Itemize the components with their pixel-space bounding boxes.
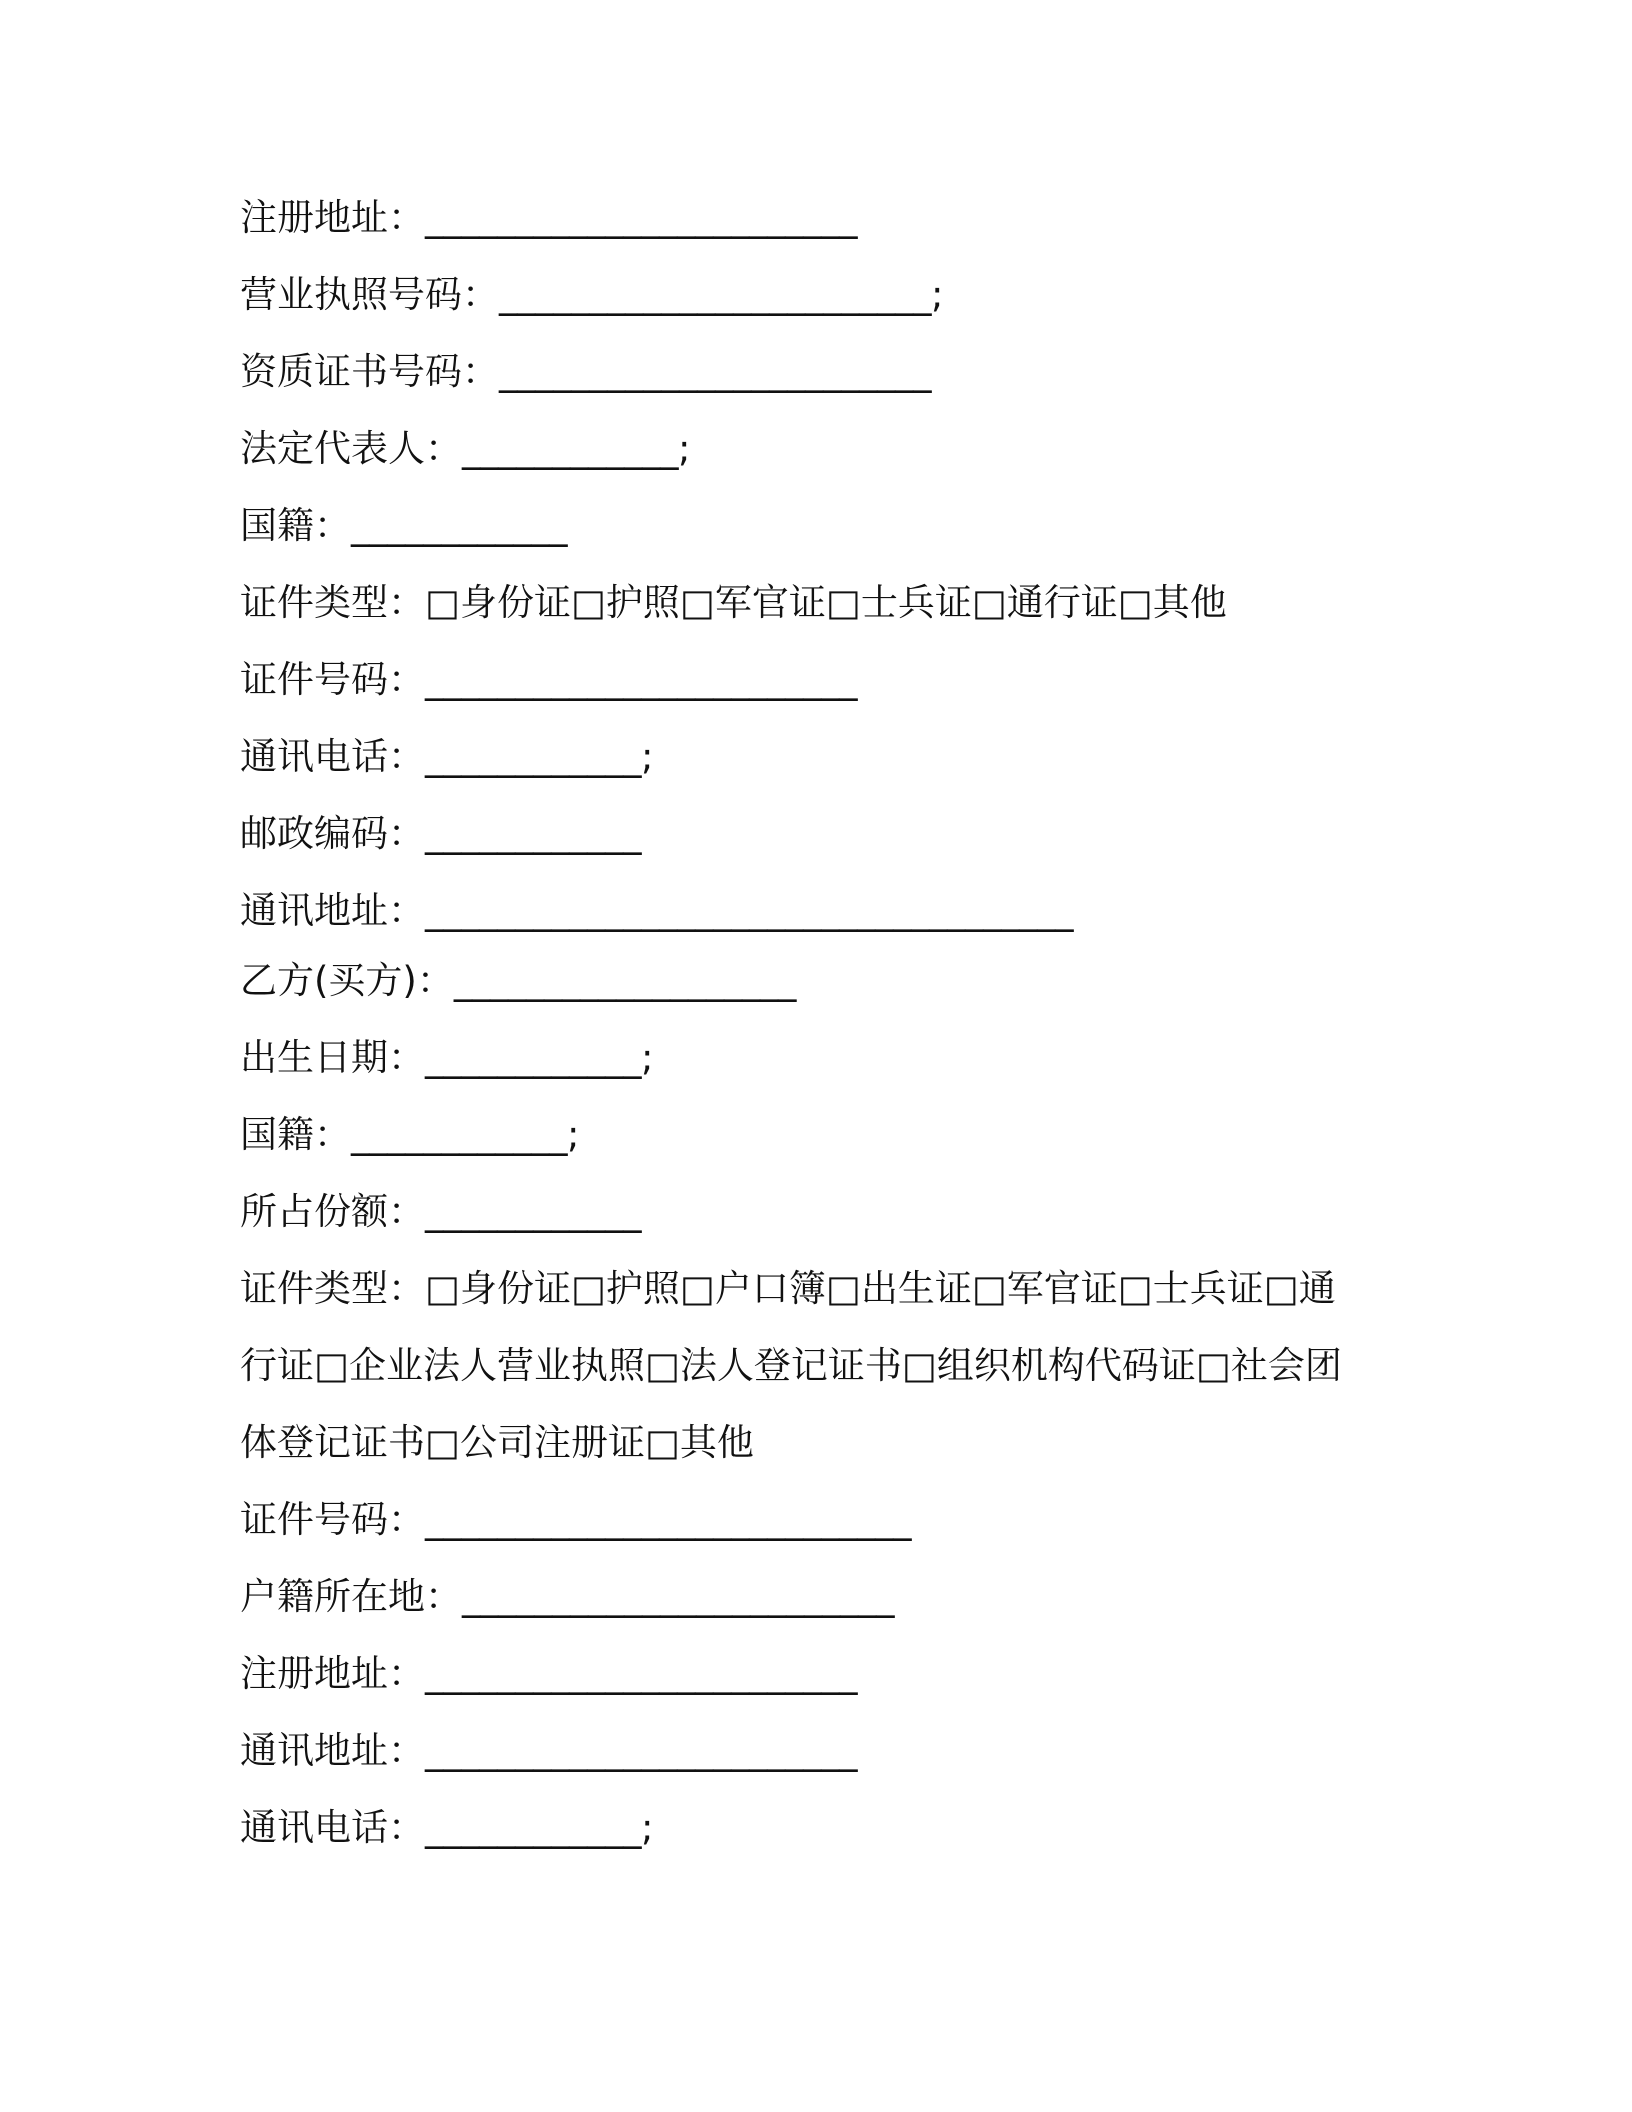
registered-address-blank[interactable]: ________________________	[425, 1652, 857, 1695]
phone-blank[interactable]: ____________	[425, 1806, 641, 1849]
household-registration-line	[240, 1567, 1420, 1644]
nationality-blank[interactable]: ____________	[351, 504, 567, 547]
id-number-label: 证件号码：	[240, 658, 425, 701]
semicolon: ;	[641, 735, 654, 778]
business-license-line	[240, 265, 1420, 342]
semicolon: ;	[678, 427, 691, 470]
phone-blank[interactable]: ____________	[425, 735, 641, 778]
postal-code-blank[interactable]: ____________	[425, 812, 641, 855]
postal-code-line	[240, 804, 1420, 881]
birth-date-label: 出生日期：	[240, 1036, 425, 1079]
id-type-options-continued	[240, 1413, 1420, 1490]
legal-representative-line	[240, 419, 1420, 496]
nationality-label: 国籍：	[240, 504, 351, 547]
id-type-options[interactable]: 体登记证书□公司注册证□其他	[240, 1421, 754, 1464]
id-type-label: 证件类型：	[240, 581, 425, 624]
share-blank[interactable]: ____________	[425, 1190, 641, 1233]
semicolon: ;	[641, 1036, 654, 1079]
registered-address-line	[240, 188, 1420, 265]
semicolon: ;	[931, 273, 944, 316]
nationality-blank[interactable]: ____________	[351, 1113, 567, 1156]
party-b-line	[240, 951, 1420, 1028]
qualification-cert-blank[interactable]: ________________________	[499, 350, 931, 393]
phone-label: 通讯电话：	[240, 735, 425, 778]
phone-line	[240, 1798, 1420, 1875]
id-number-label: 证件号码：	[240, 1498, 425, 1541]
legal-representative-blank[interactable]: ____________	[462, 427, 678, 470]
business-license-label: 营业执照号码：	[240, 273, 499, 316]
mailing-address-label: 通讯地址：	[240, 889, 425, 932]
id-type-line	[240, 573, 1420, 650]
registered-address-blank[interactable]: ________________________	[425, 196, 857, 239]
id-type-options[interactable]: □身份证□护照□军官证□士兵证□通行证□其他	[425, 581, 1227, 624]
form-content	[240, 188, 1420, 1875]
id-number-line	[240, 1490, 1420, 1567]
nationality-label: 国籍：	[240, 1113, 351, 1156]
id-type-options[interactable]: 行证□企业法人营业执照□法人登记证书□组织机构代码证□社会团	[240, 1344, 1342, 1387]
id-number-line	[240, 650, 1420, 727]
registered-address-line	[240, 1644, 1420, 1721]
household-registration-blank[interactable]: ________________________	[462, 1575, 894, 1618]
phone-line	[240, 727, 1420, 804]
postal-code-label: 邮政编码：	[240, 812, 425, 855]
registered-address-label: 注册地址：	[240, 196, 425, 239]
nationality-line	[240, 496, 1420, 573]
mailing-address-blank[interactable]: ________________________	[425, 1729, 857, 1772]
party-b-label: 乙方(买方)：	[240, 959, 454, 1002]
qualification-cert-line	[240, 342, 1420, 419]
mailing-address-line	[240, 1721, 1420, 1798]
nationality-line	[240, 1105, 1420, 1182]
id-type-line	[240, 1259, 1420, 1336]
semicolon: ;	[567, 1113, 580, 1156]
id-type-options-continued	[240, 1336, 1420, 1413]
qualification-cert-label: 资质证书号码：	[240, 350, 499, 393]
mailing-address-line	[240, 881, 1420, 951]
legal-representative-label: 法定代表人：	[240, 427, 462, 470]
birth-date-line	[240, 1028, 1420, 1105]
id-number-blank[interactable]: ________________________	[425, 658, 857, 701]
phone-label: 通讯电话：	[240, 1806, 425, 1849]
semicolon: ;	[641, 1806, 654, 1849]
id-type-options[interactable]: □身份证□护照□户口簿□出生证□军官证□士兵证□通	[425, 1267, 1336, 1310]
id-type-label: 证件类型：	[240, 1267, 425, 1310]
birth-date-blank[interactable]: ____________	[425, 1036, 641, 1079]
mailing-address-blank[interactable]: ____________________________________	[425, 889, 1073, 932]
share-line	[240, 1182, 1420, 1259]
id-number-blank[interactable]: ___________________________	[425, 1498, 911, 1541]
registered-address-label: 注册地址：	[240, 1652, 425, 1695]
household-registration-label: 户籍所在地：	[240, 1575, 462, 1618]
mailing-address-label: 通讯地址：	[240, 1729, 425, 1772]
share-label: 所占份额：	[240, 1190, 425, 1233]
party-b-blank[interactable]: ___________________	[453, 959, 796, 1002]
business-license-blank[interactable]: ________________________	[499, 273, 931, 316]
